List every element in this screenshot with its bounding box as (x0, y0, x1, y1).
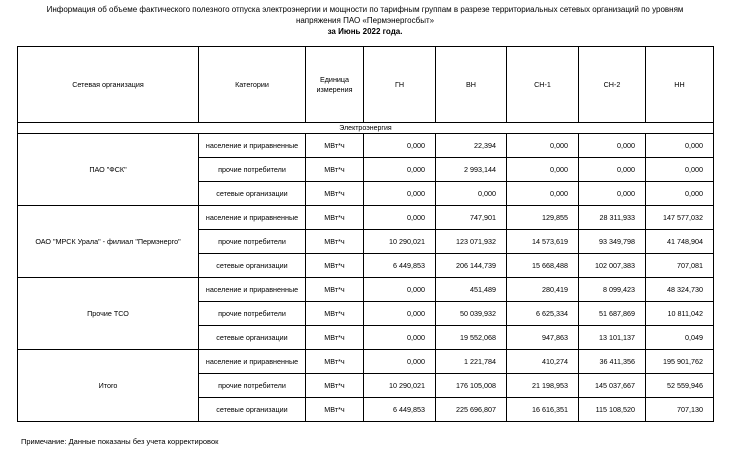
value-vn-cell: 451,489 (436, 278, 507, 302)
value-sn1-cell: 280,419 (507, 278, 579, 302)
footnote: Примечание: Данные показаны без учета корректировок (21, 437, 219, 446)
header-sn1: СН-1 (507, 47, 579, 123)
unit-cell: МВт*ч (306, 278, 364, 302)
value-vn-cell: 2 993,144 (436, 158, 507, 182)
unit-cell: МВт*ч (306, 350, 364, 374)
value-sn1-cell: 6 625,334 (507, 302, 579, 326)
value-gn-cell: 10 290,021 (364, 374, 436, 398)
value-nn-cell: 41 748,904 (646, 230, 714, 254)
value-gn-cell: 6 449,853 (364, 398, 436, 422)
value-vn-cell: 22,394 (436, 134, 507, 158)
header-gn: ГН (364, 47, 436, 123)
value-nn-cell: 195 901,762 (646, 350, 714, 374)
table-row (18, 278, 714, 302)
value-vn-cell: 206 144,739 (436, 254, 507, 278)
value-sn2-cell: 145 037,667 (579, 374, 646, 398)
value-sn1-cell: 0,000 (507, 134, 579, 158)
value-gn-cell: 0,000 (364, 158, 436, 182)
unit-cell: МВт*ч (306, 206, 364, 230)
value-nn-cell: 0,049 (646, 326, 714, 350)
value-nn-cell: 48 324,730 (646, 278, 714, 302)
table-row (18, 350, 714, 374)
value-nn-cell: 0,000 (646, 182, 714, 206)
value-sn2-cell: 93 349,798 (579, 230, 646, 254)
value-gn-cell: 0,000 (364, 206, 436, 230)
value-sn2-cell: 51 687,869 (579, 302, 646, 326)
unit-cell: МВт*ч (306, 158, 364, 182)
value-sn1-cell: 0,000 (507, 158, 579, 182)
value-sn1-cell: 129,855 (507, 206, 579, 230)
value-sn1-cell: 15 668,488 (507, 254, 579, 278)
unit-cell: МВт*ч (306, 326, 364, 350)
report-period: за Июнь 2022 года. (327, 27, 403, 36)
category-cell: сетевые организации (199, 182, 306, 206)
value-gn-cell: 0,000 (364, 326, 436, 350)
header-vn: ВН (436, 47, 507, 123)
value-sn2-cell: 0,000 (579, 134, 646, 158)
unit-cell: МВт*ч (306, 182, 364, 206)
unit-cell: МВт*ч (306, 254, 364, 278)
value-sn1-cell: 14 573,619 (507, 230, 579, 254)
value-nn-cell: 0,000 (646, 134, 714, 158)
value-gn-cell: 6 449,853 (364, 254, 436, 278)
report-title-line1: Информация об объеме фактического полезного отпуска электроэнергии и мощности по тарифным группам в разрезе территориальных сетевых организаций по уровням напряжения ПАО «Пермэнергосбыт» (46, 5, 684, 25)
unit-cell: МВт*ч (306, 398, 364, 422)
category-cell: прочие потребители (199, 230, 306, 254)
value-sn1-cell: 0,000 (507, 182, 579, 206)
value-sn2-cell: 0,000 (579, 182, 646, 206)
table-row (18, 134, 714, 158)
energy-table (17, 46, 714, 422)
section-label: Электроэнергия (18, 123, 714, 134)
org-cell: Прочие ТСО (18, 278, 199, 350)
category-cell: население и приравненные (199, 350, 306, 374)
value-gn-cell: 0,000 (364, 302, 436, 326)
unit-cell: МВт*ч (306, 302, 364, 326)
value-sn2-cell: 102 007,383 (579, 254, 646, 278)
header-org: Сетевая организация (18, 47, 199, 123)
value-nn-cell: 707,130 (646, 398, 714, 422)
category-cell: прочие потребители (199, 158, 306, 182)
header-row (18, 47, 714, 123)
value-nn-cell: 10 811,042 (646, 302, 714, 326)
value-sn2-cell: 0,000 (579, 158, 646, 182)
category-cell: сетевые организации (199, 254, 306, 278)
category-cell: сетевые организации (199, 326, 306, 350)
value-gn-cell: 0,000 (364, 182, 436, 206)
unit-cell: МВт*ч (306, 374, 364, 398)
value-gn-cell: 0,000 (364, 350, 436, 374)
report-title (0, 4, 730, 37)
category-cell: население и приравненные (199, 278, 306, 302)
section-row (18, 123, 714, 134)
value-nn-cell: 707,081 (646, 254, 714, 278)
value-vn-cell: 0,000 (436, 182, 507, 206)
value-sn2-cell: 28 311,933 (579, 206, 646, 230)
header-unit: Единица измерения (306, 47, 364, 123)
value-sn1-cell: 947,863 (507, 326, 579, 350)
value-sn2-cell: 8 099,423 (579, 278, 646, 302)
org-cell: ОАО "МРСК Урала" - филиал "Пермэнерго" (18, 206, 199, 278)
value-sn1-cell: 16 616,351 (507, 398, 579, 422)
value-sn2-cell: 36 411,356 (579, 350, 646, 374)
value-gn-cell: 0,000 (364, 134, 436, 158)
org-cell: Итого (18, 350, 199, 422)
value-sn1-cell: 410,274 (507, 350, 579, 374)
value-vn-cell: 747,901 (436, 206, 507, 230)
value-nn-cell: 147 577,032 (646, 206, 714, 230)
value-gn-cell: 10 290,021 (364, 230, 436, 254)
org-cell: ПАО "ФСК" (18, 134, 199, 206)
category-cell: прочие потребители (199, 302, 306, 326)
header-category: Категории (199, 47, 306, 123)
value-sn1-cell: 21 198,953 (507, 374, 579, 398)
value-vn-cell: 1 221,784 (436, 350, 507, 374)
header-nn: НН (646, 47, 714, 123)
value-sn2-cell: 115 108,520 (579, 398, 646, 422)
table-row (18, 206, 714, 230)
value-nn-cell: 52 559,946 (646, 374, 714, 398)
unit-cell: МВт*ч (306, 230, 364, 254)
value-vn-cell: 225 696,807 (436, 398, 507, 422)
category-cell: прочие потребители (199, 374, 306, 398)
category-cell: сетевые организации (199, 398, 306, 422)
value-sn2-cell: 13 101,137 (579, 326, 646, 350)
unit-cell: МВт*ч (306, 134, 364, 158)
category-cell: население и приравненные (199, 206, 306, 230)
header-sn2: СН-2 (579, 47, 646, 123)
value-nn-cell: 0,000 (646, 158, 714, 182)
value-vn-cell: 176 105,008 (436, 374, 507, 398)
value-vn-cell: 50 039,932 (436, 302, 507, 326)
value-gn-cell: 0,000 (364, 278, 436, 302)
value-vn-cell: 123 071,932 (436, 230, 507, 254)
value-vn-cell: 19 552,068 (436, 326, 507, 350)
category-cell: население и приравненные (199, 134, 306, 158)
